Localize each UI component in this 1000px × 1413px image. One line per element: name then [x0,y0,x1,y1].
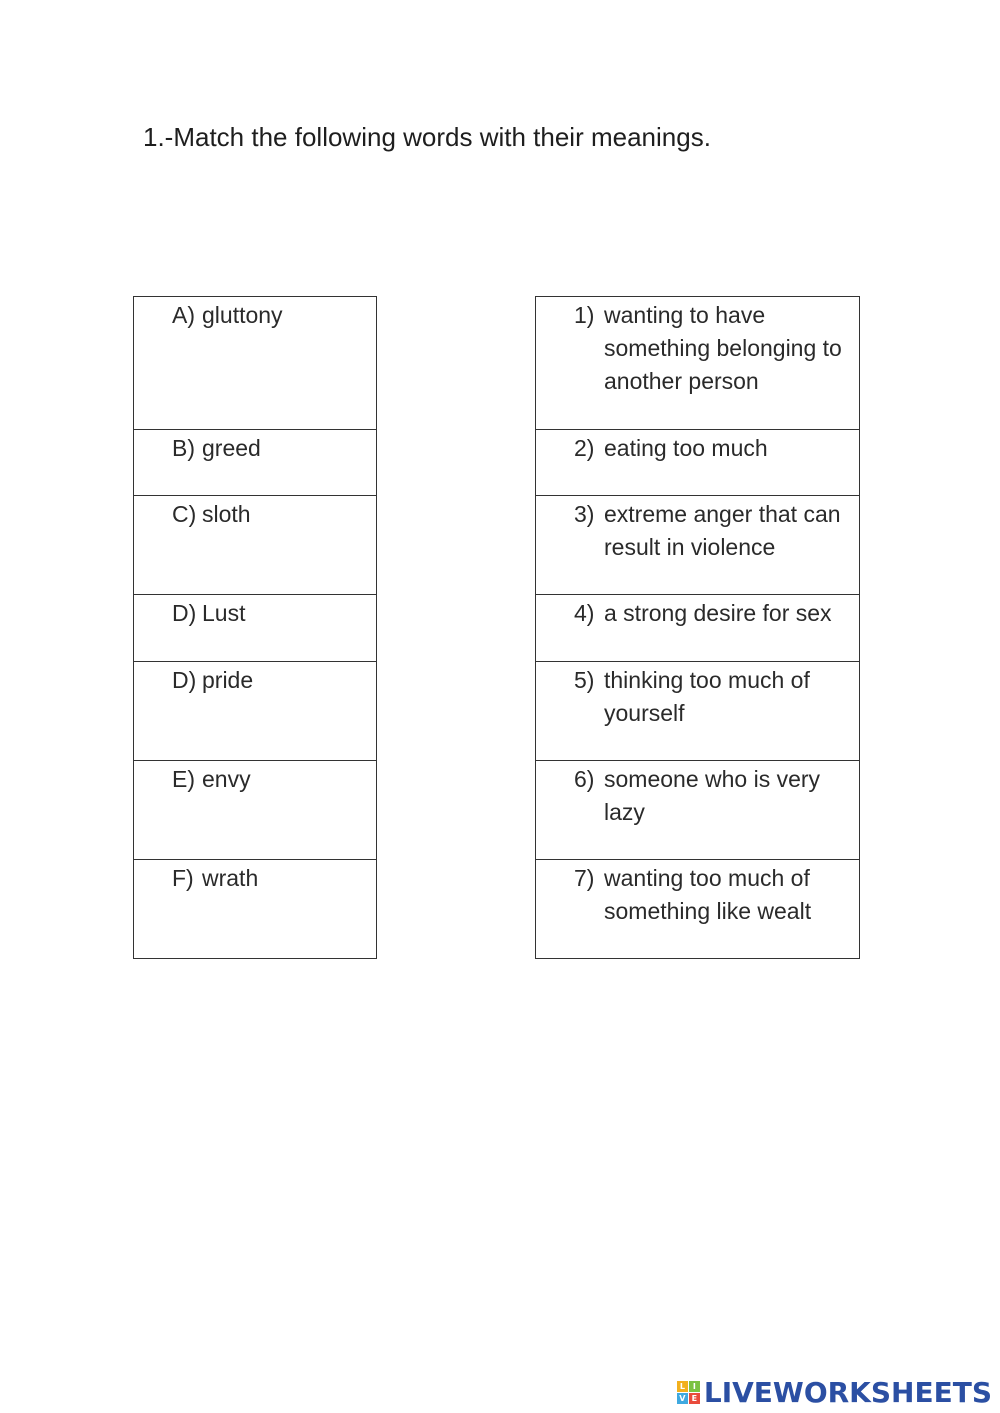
meaning-text: extreme anger that can result in violence [604,501,841,560]
word-text: wrath [202,865,259,891]
word-cell[interactable] [134,595,377,662]
meaning-cell[interactable] [536,662,860,761]
meaning-cell[interactable] [536,496,860,595]
meaning-cell[interactable] [536,860,860,959]
table-row [134,297,377,430]
table-row [134,496,377,595]
meaning-marker: 2) [574,435,595,461]
meaning-marker: 4) [574,600,595,626]
word-marker: D) [172,667,197,693]
word-cell[interactable] [134,860,377,959]
word-text: Lust [202,600,246,626]
table-row [134,860,377,959]
table-row [536,860,860,959]
meaning-text: thinking too much of yourself [604,667,810,726]
word-text: sloth [202,501,251,527]
table-row [536,297,860,430]
word-text: gluttony [202,302,283,328]
table-row [536,761,860,860]
meaning-text: eating too much [604,435,768,461]
meaning-cell[interactable] [536,297,860,430]
meanings-table [535,296,860,959]
word-marker: F) [172,865,194,891]
word-text: envy [202,766,251,792]
word-text: greed [202,435,261,461]
word-text: pride [202,667,254,693]
meaning-text: wanting to have something belonging to another person [604,302,842,394]
table-row [536,662,860,761]
table-row [134,761,377,860]
word-marker: C) [172,501,197,527]
word-cell[interactable] [134,297,377,430]
meaning-text: wanting too much of something like wealt [604,865,812,924]
table-row [134,595,377,662]
logo-letter-i: I [689,1381,700,1392]
table-row [134,430,377,496]
logo-letter-v: V [677,1393,688,1404]
word-marker: B) [172,435,195,461]
meaning-marker: 1) [574,302,595,328]
word-cell[interactable] [134,496,377,595]
meaning-text: someone who is very lazy [604,766,821,825]
word-marker: E) [172,766,195,792]
logo-letter-e: E [689,1393,700,1404]
logo-letter-l: L [677,1381,688,1392]
meaning-marker: 5) [574,667,595,693]
table-row [134,662,377,761]
meaning-marker: 6) [574,766,595,792]
word-marker: D) [172,600,197,626]
word-marker: A) [172,302,195,328]
words-table [133,296,377,959]
meaning-cell[interactable] [536,761,860,860]
meaning-marker: 7) [574,865,595,891]
meaning-cell[interactable] [536,430,860,496]
meaning-text: a strong desire for sex [604,600,832,626]
exercise-title: 1.-Match the following words with their meanings. [143,122,711,152]
liveworksheets-logo-icon [677,1381,700,1404]
meaning-marker: 3) [574,501,595,527]
word-cell[interactable] [134,430,377,496]
table-row [536,595,860,662]
meaning-cell[interactable] [536,595,860,662]
word-cell[interactable] [134,662,377,761]
table-row [536,496,860,595]
liveworksheets-brand [677,1376,992,1409]
brand-name: LIVEWORKSHEETS [703,1376,992,1409]
word-cell[interactable] [134,761,377,860]
table-row [536,430,860,496]
